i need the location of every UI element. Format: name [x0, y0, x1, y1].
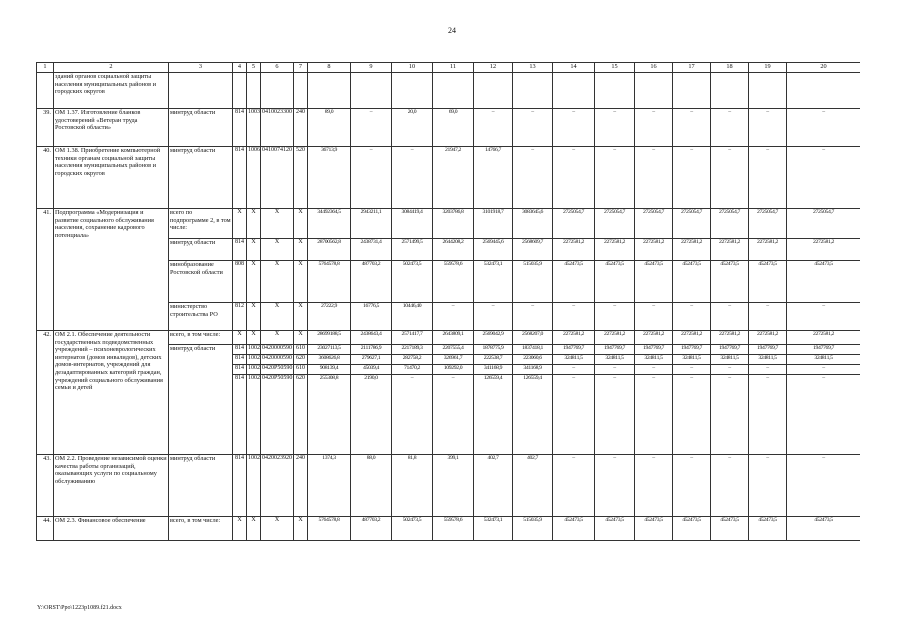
- amount-cell: 2190,0: [351, 375, 392, 455]
- column-header: 18: [711, 63, 749, 73]
- amount-cell: 279627,1: [351, 355, 392, 365]
- executor-cell: минтруд области: [169, 455, 233, 517]
- code-cell: [233, 73, 247, 109]
- column-header: 1: [37, 63, 54, 73]
- amount-cell: –: [787, 365, 861, 375]
- executor-cell: министерство строительства РО: [169, 303, 233, 331]
- amount-cell: [308, 73, 351, 109]
- code-cell: 0420000590: [261, 345, 294, 355]
- amount-cell: 223060,6: [513, 355, 553, 365]
- table-header: [37, 63, 861, 73]
- column-header: 12: [474, 63, 513, 73]
- amount-cell: –: [673, 109, 711, 147]
- amount-cell: 402,7: [513, 455, 553, 517]
- code-cell: 814: [233, 109, 247, 147]
- column-header: 4: [233, 63, 247, 73]
- amount-cell: 2272581,2: [787, 331, 861, 345]
- executor-cell: минтруд области: [169, 109, 233, 147]
- table-row: [37, 209, 861, 239]
- page-number: 24: [448, 26, 456, 35]
- activity-name-cell: зданий органов социальной защиты населения муниципальных районов и городских округов: [54, 73, 169, 109]
- column-header: 16: [635, 63, 673, 73]
- amount-cell: 452473,5: [749, 517, 787, 541]
- amount-cell: –: [595, 303, 635, 331]
- amount-cell: 452473,5: [711, 517, 749, 541]
- amount-cell: 81,8: [392, 455, 433, 517]
- code-cell: 0420P50590: [261, 375, 294, 455]
- amount-cell: [595, 73, 635, 109]
- amount-cell: 324811,5: [673, 355, 711, 365]
- code-cell: 0410023300: [261, 109, 294, 147]
- column-number-row: [37, 63, 861, 73]
- amount-cell: 452473,5: [635, 517, 673, 541]
- amount-cell: –: [553, 365, 595, 375]
- amount-cell: 2272581,2: [673, 331, 711, 345]
- executor-cell: [169, 73, 233, 109]
- amount-cell: –: [711, 147, 749, 209]
- column-header: 6: [261, 63, 294, 73]
- amount-cell: 2571417,7: [392, 331, 433, 345]
- amount-cell: –: [635, 375, 673, 455]
- code-cell: Х: [247, 331, 261, 345]
- amount-cell: 1947769,7: [749, 345, 787, 355]
- amount-cell: 2272581,2: [787, 239, 861, 261]
- amount-cell: 2272581,2: [553, 239, 595, 261]
- amount-cell: 2725054,7: [787, 209, 861, 239]
- code-cell: 0420023920: [261, 455, 294, 517]
- amount-cell: 3083645,6: [513, 209, 553, 239]
- amount-cell: –: [635, 455, 673, 517]
- code-cell: 0410074120: [261, 147, 294, 209]
- amount-cell: 5764578,8: [308, 517, 351, 541]
- column-header: 20: [787, 63, 861, 73]
- amount-cell: [787, 73, 861, 109]
- code-cell: Х: [247, 303, 261, 331]
- amount-cell: –: [553, 375, 595, 455]
- row-number-cell: 41.: [37, 209, 54, 331]
- table-row: [37, 517, 861, 541]
- amount-cell: 402,7: [474, 455, 513, 517]
- amount-cell: 2725054,7: [595, 209, 635, 239]
- amount-cell: –: [595, 147, 635, 209]
- activity-name-cell: Подпрограмма «Модернизация и развитие социального обслуживания населения, сохранение кадрового потенциала»: [54, 209, 169, 331]
- amount-cell: 452473,5: [595, 261, 635, 303]
- activity-name-cell: ОМ 2.3. Финансовое обеспечение: [54, 517, 169, 541]
- amount-cell: 2568609,7: [513, 239, 553, 261]
- code-cell: Х: [247, 517, 261, 541]
- code-cell: Х: [294, 331, 308, 345]
- amount-cell: 559578,6: [433, 517, 474, 541]
- amount-cell: 1878775,9: [474, 345, 513, 355]
- amount-cell: –: [553, 147, 595, 209]
- amount-cell: 27222,9: [308, 303, 351, 331]
- row-number-cell: 40.: [37, 147, 54, 209]
- code-cell: Х: [233, 517, 247, 541]
- amount-cell: 2725054,7: [673, 209, 711, 239]
- amount-cell: –: [351, 109, 392, 147]
- amount-cell: –: [595, 375, 635, 455]
- amount-cell: –: [433, 303, 474, 331]
- code-cell: Х: [294, 239, 308, 261]
- column-header: 13: [513, 63, 553, 73]
- amount-cell: –: [513, 303, 553, 331]
- footer-file-path: Y:\ORST\Ppo\1223p1089.f21.docx: [37, 605, 122, 611]
- budget-table-container: [36, 62, 860, 604]
- amount-cell: 2272581,2: [749, 239, 787, 261]
- code-cell: Х: [261, 261, 294, 303]
- amount-cell: 89,0: [308, 109, 351, 147]
- amount-cell: 5764578,8: [308, 261, 351, 303]
- amount-cell: 2272581,2: [711, 331, 749, 345]
- amount-cell: –: [433, 375, 474, 455]
- code-cell: [261, 73, 294, 109]
- code-cell: 240: [294, 455, 308, 517]
- code-cell: 520: [294, 147, 308, 209]
- amount-cell: 2272581,2: [711, 239, 749, 261]
- amount-cell: 324811,5: [553, 355, 595, 365]
- amount-cell: –: [553, 455, 595, 517]
- column-header: 9: [351, 63, 392, 73]
- amount-cell: 1947769,7: [595, 345, 635, 355]
- amount-cell: 2207555,4: [433, 345, 474, 355]
- amount-cell: 28700562,8: [308, 239, 351, 261]
- amount-cell: 487703,2: [351, 517, 392, 541]
- activity-name-cell: ОМ 1.38. Приобретение компьютерной техники органам социальной защиты населения муниципальных районов и городских округов: [54, 147, 169, 209]
- amount-cell: –: [711, 303, 749, 331]
- code-cell: [294, 73, 308, 109]
- amount-cell: 3084419,4: [392, 209, 433, 239]
- executor-cell: минтруд области: [169, 345, 233, 455]
- code-cell: Х: [294, 303, 308, 331]
- code-cell: 1002: [247, 355, 261, 365]
- code-cell: 240: [294, 109, 308, 147]
- executor-cell: всего, в том числе:: [169, 517, 233, 541]
- amount-cell: 2272581,2: [553, 331, 595, 345]
- code-cell: [247, 73, 261, 109]
- code-cell: 814: [233, 355, 247, 365]
- amount-cell: 341168,9: [513, 365, 553, 375]
- amount-cell: 324811,5: [711, 355, 749, 365]
- amount-cell: –: [749, 109, 787, 147]
- amount-cell: [711, 73, 749, 109]
- amount-cell: 2217189,3: [392, 345, 433, 355]
- amount-cell: –: [595, 455, 635, 517]
- column-header: 3: [169, 63, 233, 73]
- amount-cell: –: [392, 375, 433, 455]
- amount-cell: 23027113,5: [308, 345, 351, 355]
- amount-cell: 2111786,9: [351, 345, 392, 355]
- amount-cell: –: [474, 303, 513, 331]
- code-cell: Х: [261, 239, 294, 261]
- amount-cell: 126559,4: [474, 375, 513, 455]
- code-cell: Х: [233, 331, 247, 345]
- code-cell: 814: [233, 147, 247, 209]
- column-header: 10: [392, 63, 433, 73]
- code-cell: 814: [233, 345, 247, 355]
- amount-cell: 2725054,7: [749, 209, 787, 239]
- amount-cell: 2272581,2: [635, 331, 673, 345]
- amount-cell: –: [635, 109, 673, 147]
- amount-cell: –: [673, 147, 711, 209]
- amount-cell: 2571499,5: [392, 239, 433, 261]
- code-cell: 1002: [247, 455, 261, 517]
- budget-table: [36, 62, 860, 541]
- amount-cell: –: [553, 303, 595, 331]
- code-cell: 1002: [247, 365, 261, 375]
- code-cell: Х: [261, 303, 294, 331]
- amount-cell: 2943211,1: [351, 209, 392, 239]
- column-header: 7: [294, 63, 308, 73]
- amount-cell: [749, 73, 787, 109]
- amount-cell: 452473,5: [787, 517, 861, 541]
- executor-cell: минобразование Ростовской области: [169, 261, 233, 303]
- amount-cell: 14766,7: [474, 147, 513, 209]
- amount-cell: 1947769,7: [787, 345, 861, 355]
- amount-cell: 452473,5: [553, 517, 595, 541]
- amount-cell: [474, 73, 513, 109]
- amount-cell: 452473,5: [673, 261, 711, 303]
- amount-cell: 452473,5: [673, 517, 711, 541]
- amount-cell: 532473,1: [474, 261, 513, 303]
- amount-cell: –: [635, 303, 673, 331]
- executor-cell: всего по подпрограмме 2, в том числе:: [169, 209, 233, 239]
- column-header: 8: [308, 63, 351, 73]
- code-cell: 814: [233, 239, 247, 261]
- column-header: 5: [247, 63, 261, 73]
- amount-cell: 2725054,7: [635, 209, 673, 239]
- amount-cell: 3203786,8: [433, 209, 474, 239]
- amount-cell: –: [513, 147, 553, 209]
- amount-cell: 45039,4: [351, 365, 392, 375]
- code-cell: 610: [294, 365, 308, 375]
- amount-cell: 2272581,2: [673, 239, 711, 261]
- amount-cell: 532473,1: [474, 517, 513, 541]
- amount-cell: 126559,4: [513, 375, 553, 455]
- amount-cell: –: [673, 375, 711, 455]
- code-cell: Х: [294, 517, 308, 541]
- amount-cell: 2725054,7: [553, 209, 595, 239]
- amount-cell: 282758,2: [392, 355, 433, 365]
- amount-cell: 28699188,5: [308, 331, 351, 345]
- amount-cell: 2568207,0: [513, 331, 553, 345]
- code-cell: Х: [233, 209, 247, 239]
- column-header: 17: [673, 63, 711, 73]
- amount-cell: –: [635, 147, 673, 209]
- amount-cell: –: [392, 147, 433, 209]
- amount-cell: 2569445,6: [474, 239, 513, 261]
- table-row: [37, 331, 861, 345]
- code-cell: 1006: [247, 147, 261, 209]
- code-cell: Х: [247, 209, 261, 239]
- code-cell: 808: [233, 261, 247, 303]
- amount-cell: –: [595, 365, 635, 375]
- column-header: 2: [54, 63, 169, 73]
- amount-cell: 1837418,1: [513, 345, 553, 355]
- amount-cell: –: [513, 109, 553, 147]
- amount-cell: –: [787, 455, 861, 517]
- amount-cell: 452473,5: [749, 261, 787, 303]
- table-row: [37, 147, 861, 209]
- code-cell: Х: [247, 239, 261, 261]
- amount-cell: 324811,5: [787, 355, 861, 365]
- amount-cell: –: [474, 109, 513, 147]
- amount-cell: 71470,2: [392, 365, 433, 375]
- amount-cell: 2272581,2: [595, 239, 635, 261]
- amount-cell: 1947769,7: [635, 345, 673, 355]
- amount-cell: 2643809,1: [433, 331, 474, 345]
- amount-cell: 3608626,8: [308, 355, 351, 365]
- code-cell: 1002: [247, 375, 261, 455]
- amount-cell: [392, 73, 433, 109]
- amount-cell: 222538,7: [474, 355, 513, 365]
- amount-cell: 452473,5: [711, 261, 749, 303]
- column-header: 19: [749, 63, 787, 73]
- amount-cell: 502473,5: [392, 517, 433, 541]
- amount-cell: –: [673, 455, 711, 517]
- amount-cell: 487703,2: [351, 261, 392, 303]
- amount-cell: 69,0: [433, 109, 474, 147]
- code-cell: 0420P50590: [261, 365, 294, 375]
- amount-cell: –: [787, 303, 861, 331]
- code-cell: 814: [233, 365, 247, 375]
- column-header: 14: [553, 63, 595, 73]
- amount-cell: 341168,9: [474, 365, 513, 375]
- executor-cell: минтруд области: [169, 239, 233, 261]
- amount-cell: 452473,5: [787, 261, 861, 303]
- amount-cell: 452473,5: [595, 517, 635, 541]
- code-cell: Х: [261, 517, 294, 541]
- amount-cell: 109292,0: [433, 365, 474, 375]
- amount-cell: –: [749, 303, 787, 331]
- activity-name-cell: ОМ 2.2. Проведение независимой оценки качества работы организаций, оказывающих услуги по социальному обслуживанию: [54, 455, 169, 517]
- amount-cell: 255308,8: [308, 375, 351, 455]
- code-cell: 814: [233, 375, 247, 455]
- amount-cell: 324811,5: [749, 355, 787, 365]
- row-number-cell: 44.: [37, 517, 54, 541]
- amount-cell: 502473,5: [392, 261, 433, 303]
- amount-cell: –: [749, 147, 787, 209]
- code-cell: Х: [247, 261, 261, 303]
- amount-cell: –: [673, 303, 711, 331]
- amount-cell: 10446,40: [392, 303, 433, 331]
- amount-cell: 2438731,4: [351, 239, 392, 261]
- amount-cell: 1947769,7: [553, 345, 595, 355]
- activity-name-cell: ОМ 1.37. Изготовление бланков удостоверений «Ветеран труда Ростовской области»: [54, 109, 169, 147]
- amount-cell: 2272581,2: [595, 331, 635, 345]
- code-cell: Х: [294, 261, 308, 303]
- amount-cell: –: [635, 365, 673, 375]
- amount-cell: –: [749, 365, 787, 375]
- amount-cell: 16776,5: [351, 303, 392, 331]
- amount-cell: –: [749, 455, 787, 517]
- code-cell: 620: [294, 355, 308, 365]
- amount-cell: 1374,3: [308, 455, 351, 517]
- amount-cell: –: [749, 375, 787, 455]
- code-cell: Х: [261, 209, 294, 239]
- amount-cell: 559578,6: [433, 261, 474, 303]
- table-row: [37, 455, 861, 517]
- amount-cell: 2272581,2: [749, 331, 787, 345]
- code-cell: 1002: [247, 345, 261, 355]
- column-header: 15: [595, 63, 635, 73]
- amount-cell: 515035,9: [513, 261, 553, 303]
- amount-cell: [673, 73, 711, 109]
- amount-cell: 908139,4: [308, 365, 351, 375]
- amount-cell: 21947,2: [433, 147, 474, 209]
- amount-cell: [553, 73, 595, 109]
- amount-cell: 2725054,7: [711, 209, 749, 239]
- code-cell: 1003: [247, 109, 261, 147]
- amount-cell: 399,1: [433, 455, 474, 517]
- amount-cell: –: [787, 147, 861, 209]
- amount-cell: 1947769,7: [711, 345, 749, 355]
- amount-cell: 2272581,2: [635, 239, 673, 261]
- code-cell: 610: [294, 345, 308, 355]
- amount-cell: [635, 73, 673, 109]
- row-number-cell: [37, 73, 54, 109]
- amount-cell: 20,0: [392, 109, 433, 147]
- amount-cell: –: [673, 365, 711, 375]
- table-row: [37, 73, 861, 109]
- amount-cell: –: [711, 375, 749, 455]
- executor-cell: минтруд области: [169, 147, 233, 209]
- amount-cell: 515035,9: [513, 517, 553, 541]
- amount-cell: –: [787, 109, 861, 147]
- amount-cell: [351, 73, 392, 109]
- amount-cell: –: [711, 109, 749, 147]
- amount-cell: 326961,7: [433, 355, 474, 365]
- row-number-cell: 43.: [37, 455, 54, 517]
- amount-cell: 36713,9: [308, 147, 351, 209]
- amount-cell: –: [553, 109, 595, 147]
- code-cell: 0420000590: [261, 355, 294, 365]
- code-cell: 812: [233, 303, 247, 331]
- amount-cell: 452473,5: [553, 261, 595, 303]
- amount-cell: –: [595, 109, 635, 147]
- executor-cell: всего, в том числе:: [169, 331, 233, 345]
- amount-cell: 324811,5: [635, 355, 673, 365]
- amount-cell: 88,0: [351, 455, 392, 517]
- amount-cell: –: [711, 365, 749, 375]
- amount-cell: 3101918,7: [474, 209, 513, 239]
- amount-cell: [433, 73, 474, 109]
- amount-cell: 324811,5: [595, 355, 635, 365]
- activity-name-cell: ОМ 2.1. Обеспечение деятельности государственных подведомственных учреждений – психоневрологических интернатов (домов инвалидов), детских домов-интернатов, учреждений для дезадаптированных категорий граждан, учреждений социального обслуживания семьи и детей: [54, 331, 169, 455]
- code-cell: Х: [261, 331, 294, 345]
- amount-cell: [513, 73, 553, 109]
- table-row: [37, 109, 861, 147]
- code-cell: 814: [233, 455, 247, 517]
- amount-cell: –: [787, 375, 861, 455]
- amount-cell: 2644208,2: [433, 239, 474, 261]
- amount-cell: 34492364,5: [308, 209, 351, 239]
- amount-cell: –: [711, 455, 749, 517]
- amount-cell: 1947769,7: [673, 345, 711, 355]
- column-header: 11: [433, 63, 474, 73]
- row-number-cell: 39.: [37, 109, 54, 147]
- amount-cell: –: [351, 147, 392, 209]
- code-cell: Х: [294, 209, 308, 239]
- code-cell: 620: [294, 375, 308, 455]
- amount-cell: 2438643,4: [351, 331, 392, 345]
- amount-cell: 452473,5: [635, 261, 673, 303]
- row-number-cell: 42.: [37, 331, 54, 455]
- table-body: [37, 73, 861, 541]
- amount-cell: 2569042,9: [474, 331, 513, 345]
